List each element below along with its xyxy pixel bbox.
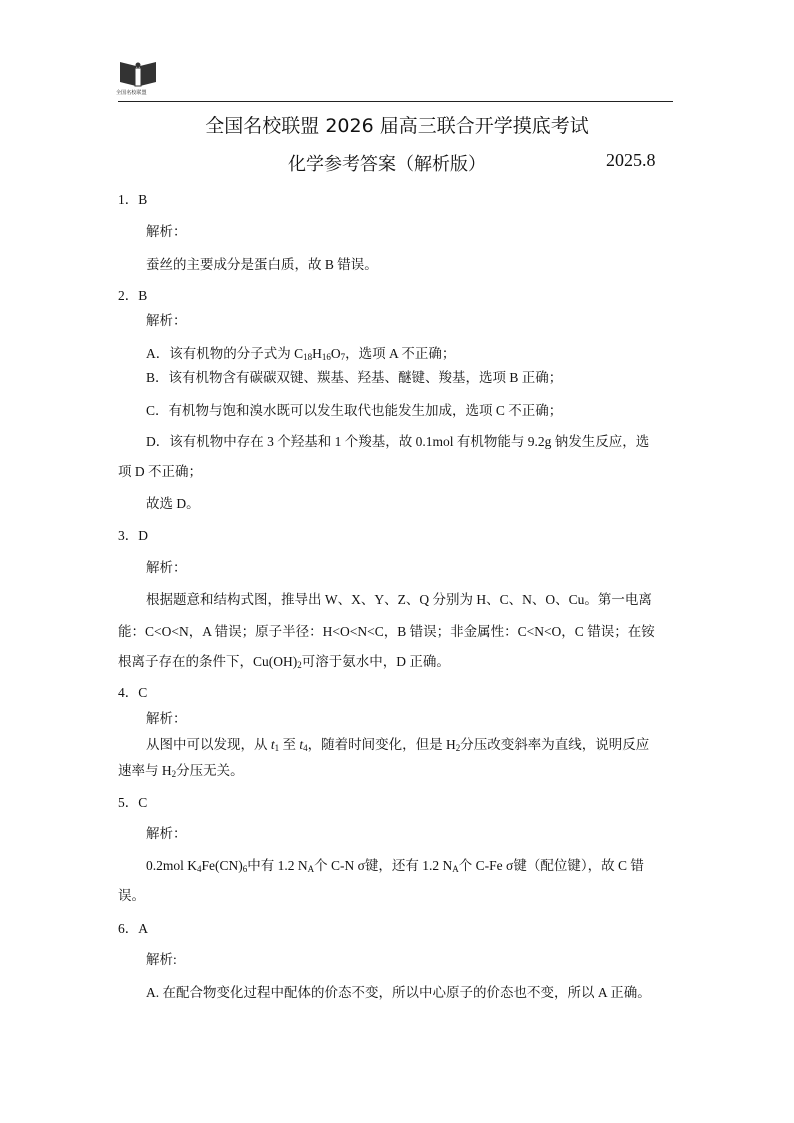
document-subtitle: 化学参考答案（解析版） [288, 154, 486, 175]
text-segment: 5．C [118, 795, 148, 810]
text-segment: 解析: [146, 952, 177, 967]
text-segment: C．有机物与饱和溴水既可以发生取代也能发生加成，选项 C 不正确； [146, 403, 563, 418]
text-segment: ，选项 A 不正确； [345, 346, 456, 361]
text-segment: ，随着时间变化，但是 H [307, 737, 456, 752]
text-segment: 根离子存在的条件下，Cu(OH) [118, 654, 298, 669]
subscript: A [452, 864, 459, 874]
text-line [118, 654, 450, 670]
text-segment: 0.2mol K [146, 858, 198, 873]
text-line [118, 763, 244, 779]
text-segment: 至 [279, 737, 300, 752]
text-segment: 能：C<O<N，A 错误；原子半径：H<O<N<C，B 错误；非金属性：C<N<O，C 错误；在铵 [118, 624, 655, 639]
text-line [146, 826, 187, 842]
text-segment: 误。 [118, 888, 145, 903]
text-segment: H [312, 346, 322, 361]
subscript: 4 [197, 864, 202, 874]
text-line [118, 288, 147, 304]
text-line [118, 192, 147, 208]
text-line [118, 685, 147, 701]
text-line [146, 224, 187, 240]
text-line [146, 560, 187, 576]
text-line [118, 921, 148, 937]
text-segment: 6．A [118, 921, 148, 936]
subscript: 7 [340, 352, 346, 362]
text-segment: t [299, 737, 304, 752]
text-segment: 根据题意和结构式图，推导出 W、X、Y、Z、Q 分别为 H、C、N、O、Cu。第一电离 [146, 592, 652, 607]
text-segment: 解析： [146, 224, 187, 239]
text-segment: B．该有机物含有碳碳双键、羰基、羟基、醚键、羧基，选项 B 正确； [146, 370, 563, 385]
text-segment: 解析： [146, 560, 187, 575]
text-segment: 分压无关。 [176, 763, 244, 778]
text-line [118, 795, 147, 811]
text-line [118, 888, 145, 904]
text-line [118, 624, 655, 640]
text-line [146, 592, 652, 608]
text-line [146, 370, 562, 386]
subscript: 1 [274, 743, 280, 753]
text-segment: O [330, 346, 341, 361]
text-segment: Fe(CN) [201, 858, 243, 873]
text-line [146, 346, 455, 362]
subscript: 2 [171, 769, 177, 779]
subscript: A [307, 864, 315, 874]
text-line [146, 711, 187, 727]
text-line [146, 403, 562, 419]
text-segment: t [270, 737, 275, 752]
text-segment: 中有 1.2 N [247, 858, 308, 873]
text-line [146, 985, 651, 1001]
text-line [146, 257, 378, 273]
text-line [146, 737, 649, 753]
subscript: 16 [321, 352, 331, 362]
text-segment: 解析： [146, 313, 187, 328]
text-segment: 3．D [118, 528, 148, 543]
text-segment: D．该有机物中存在 3 个羟基和 1 个羧基，故 0.1mol 有机物能与 9.2g 钠发生反应，选 [146, 434, 650, 449]
text-segment: 故选 D。 [146, 496, 200, 511]
text-segment: A．该有机物的分子式为 C [146, 346, 304, 361]
text-line [146, 858, 644, 874]
subscript: 6 [242, 864, 248, 874]
text-segment: 可溶于氨水中，D 正确。 [301, 654, 450, 669]
subscript: 2 [455, 743, 461, 753]
text-line [146, 313, 187, 329]
text-segment: 个 C-N σ键，还有 1.2 N [314, 858, 453, 873]
text-line [118, 528, 148, 544]
text-line [146, 434, 649, 450]
text-segment: 速率与 H [118, 763, 172, 778]
subscript: 2 [297, 660, 302, 670]
text-segment: 解析： [146, 711, 187, 726]
text-segment: 2．B [118, 288, 148, 303]
text-segment: 从图中可以发现，从 [146, 737, 271, 752]
text-segment: 项 D 不正确； [118, 464, 202, 479]
document-date: 2025.8 [606, 150, 656, 170]
text-segment: A. 在配合物变化过程中配体的价态不变，所以中心原子的价态也不变，所以 A 正确。 [146, 985, 651, 1000]
text-line [146, 496, 200, 512]
text-segment: 4．C [118, 685, 148, 700]
text-segment: 分压改变斜率为直线，说明反应 [460, 737, 650, 752]
text-line [146, 952, 177, 968]
text-segment: 1．B [118, 192, 148, 207]
logo-text: 全国名校联盟 [116, 89, 147, 96]
text-segment: 个 C-Fe σ键（配位键），故 C 错 [458, 858, 644, 873]
text-line [118, 464, 202, 480]
document-title: 全国名校联盟 2026 届高三联合开学摸底考试 [205, 115, 589, 137]
text-segment: 蚕丝的主要成分是蛋白质，故 B 错误。 [146, 257, 378, 272]
text-segment: 解析： [146, 826, 187, 841]
subscript: 18 [303, 352, 313, 362]
subscript: 4 [303, 743, 308, 753]
header-divider [118, 101, 673, 102]
